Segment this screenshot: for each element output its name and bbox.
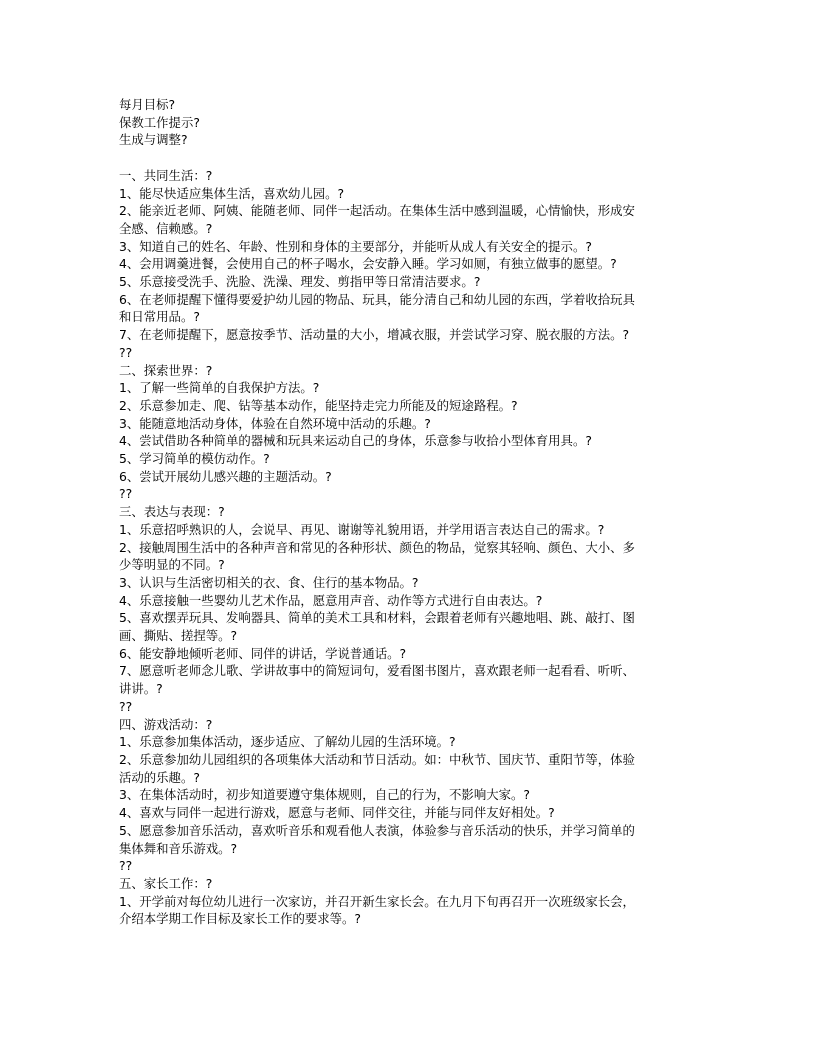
header-monthly-goal: 每月目标? — [119, 97, 176, 112]
text-line: 3、在集体活动时，初步知道要遵守集体规则，自己的行为，不影响大家。? — [119, 787, 530, 803]
text-line: 3、能随意地活动身体，体验在自然环境中活动的乐趣。? — [119, 415, 431, 431]
section-heading: 二、探索世界：? — [119, 362, 213, 378]
text-line: 6、在老师提醒下懂得要爱护幼儿园的物品、玩具，能分清自己和幼儿园的东西，学着收拾玩具 — [119, 291, 635, 307]
placeholder-line: ?? — [119, 858, 133, 874]
text-line: 集体舞和音乐游戏。? — [119, 840, 238, 856]
text-line: 2、乐意参加幼儿园组织的各项集体大活动和节日活动。如：中秋节、国庆节、重阳节等，体验 — [119, 752, 635, 767]
text-line: 2、接触周围生活中的各种声音和常见的各种形状、颜色的物品，觉察其轻响、颜色、大小、多 — [119, 539, 635, 555]
placeholder-line: ?? — [119, 698, 133, 714]
text-line: 5、乐意接受洗手、洗脸、洗澡、理发、剪指甲等日常清洁要求。? — [119, 274, 481, 290]
text-line: 4、喜欢与同伴一起进行游戏，愿意与老师、同伴交往，并能与同伴友好相处。? — [119, 805, 555, 821]
section-heading: 三、表达与表现：? — [119, 504, 225, 520]
text-line: 7、在老师提醒下，愿意按季节、活动量的大小，增减衣服，并尝试学习穿、脱衣服的方法。? — [119, 327, 630, 343]
document-page — [119, 96, 699, 928]
header-generation-adjustment: 生成与调整? — [119, 132, 188, 148]
text-line: 1、开学前对每位幼儿进行一次家访，并召开新生家长会。在九月下旬再召开一次班级家长会， — [119, 893, 635, 909]
text-line: 3、知道自己的姓名、年龄、性别和身体的主要部分，并能听从成人有关安全的提示。? — [119, 238, 592, 254]
placeholder-line: ?? — [119, 344, 133, 360]
text-line: 1、乐意参加集体活动，逐步适应、了解幼儿园的生活环境。? — [119, 734, 456, 750]
text-line: 5、喜欢摆弄玩具、发响器具、简单的美术工具和材料，会跟着老师有兴趣地唱、跳、敲打、图 — [119, 610, 635, 626]
text-line: 3、认识与生活密切相关的衣、食、住行的基本物品。? — [119, 574, 419, 590]
section-heading: 五、家长工作：? — [119, 875, 213, 891]
text-line: 4、乐意接触一些婴幼儿艺术作品，愿意用声音、动作等方式进行自由表达。? — [119, 592, 543, 608]
text-line: 2、乐意参加走、爬、钻等基本动作，能坚持走完力所能及的短途路程。? — [119, 397, 518, 413]
text-line: 6、尝试开展幼儿感兴趣的主题活动。? — [119, 468, 332, 484]
section-heading: 一、共同生活：? — [119, 167, 213, 183]
text-line: 4、尝试借助各种简单的器械和玩具来运动自己的身体，乐意参与收拾小型体育用具。? — [119, 433, 592, 449]
text-line: 5、愿意参加音乐活动，喜欢听音乐和观看他人表演，体验参与音乐活动的快乐，并学习简单的 — [119, 822, 635, 838]
text-line: 介绍本学期工作目标及家长工作的要求等。? — [119, 911, 361, 927]
text-line: 活动的乐趣。? — [119, 769, 200, 785]
text-line: 少等明显的不同。? — [119, 557, 225, 573]
text-line: 1、能尽快适应集体生活，喜欢幼儿园。? — [119, 185, 345, 201]
section-heading: 四、游戏活动：? — [119, 716, 213, 732]
text-line: 4、会用调羹进餐，会使用自己的杯子喝水，会安静入睡。学习如厕，有独立做事的愿望。? — [119, 256, 617, 272]
document-body — [119, 167, 699, 928]
placeholder-line: ?? — [119, 486, 133, 502]
text-line: 全感、信赖感。? — [119, 220, 213, 236]
text-line: 7、愿意听老师念儿歌、学讲故事中的简短词句，爱看图书图片，喜欢跟老师一起看看、听听、 — [119, 663, 635, 679]
text-line: 2、能亲近老师、阿姨、能随老师、同伴一起活动。在集体生活中感到温暖，心情愉快，形成安 — [119, 203, 635, 219]
text-line: 画、撕贴、搓捏等。? — [119, 628, 238, 644]
text-line: 讲讲。? — [119, 681, 163, 697]
blank-line — [119, 149, 699, 167]
text-line: 1、乐意招呼熟识的人，会说早、再见、谢谢等礼貌用语，并学用语言表达自己的需求。? — [119, 521, 605, 537]
text-line: 1、了解一些简单的自我保护方法。? — [119, 380, 320, 396]
header-care-tips: 保教工作提示? — [119, 114, 200, 130]
text-line: 5、学习简单的模仿动作。? — [119, 451, 270, 467]
text-line: 6、能安静地倾听老师、同伴的讲话，学说普通话。? — [119, 645, 407, 661]
text-line: 和日常用品。? — [119, 309, 200, 325]
